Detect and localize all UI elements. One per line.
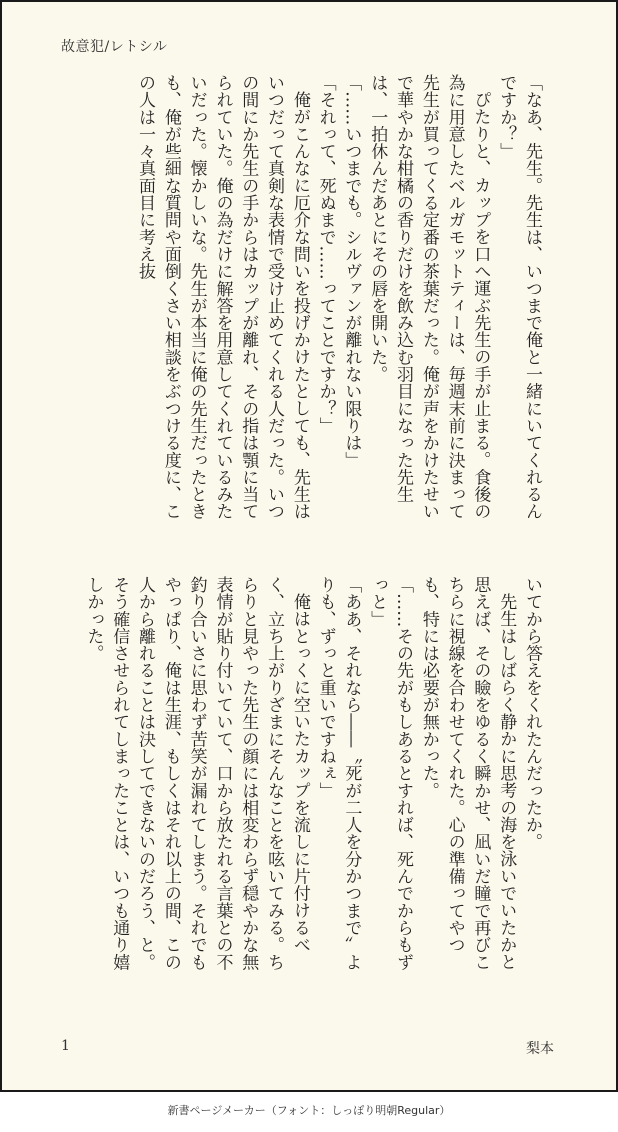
paragraph: 「……いつまでも。シルヴァンが離れない限りは」 — [341, 74, 362, 469]
paragraph: いてから答えをくれたんだったか。 — [522, 576, 542, 851]
text-block-lower — [68, 576, 544, 976]
paragraph: 先生はしばらく静かに思考の海を泳いでいたかと思えば、その瞼をゆるく瞬かせ、凪いだ瞳で再びこちらに視線を合わせてくれた。心の準備ってやつも、特には必要が無かった。 — [418, 576, 517, 971]
generator-footer: 新書ページメーカー（フォント：しっぽり明朝Regular） — [167, 1104, 451, 1117]
page-header-title: 故意犯/レトシル — [61, 39, 168, 55]
paragraph: 俺がこんなに厄介な問いを投げかけたとしても、先生はいつだって真剣な表情で受け止めてくれる人だった。いつの間にか先生の手からはカップが離れ、その指は顎に当てられていた。俺の為だけに解答を用意してくれているみたいだった。懐かしいな。先生が本当に俺の先生だったときも、俺が些細な質問や面倒くさい相談をぶつける度に、この人は一々真面目に考え抜 — [135, 74, 310, 520]
text-block-upper — [68, 74, 544, 532]
paragraph: ぴたりと、カップを口へ運ぶ先生の手が止まる。食後の為に用意したベルガモットティーは、毎週末前に決まって先生が買ってくる定番の茶葉だった。俺が声をかけたせいで華やかな柑橘の香りだけを飲み込む羽目になった先生は、一拍休んだあとにその唇を開いた。 — [367, 74, 491, 520]
paragraph: 「なあ、先生。先生は、いつまで俺と一緒にいてくれるんですか？」 — [496, 74, 542, 520]
page-number: 1 — [61, 1038, 70, 1054]
paragraph: 「それって、死ぬまで……ってことですか？」 — [315, 74, 336, 435]
paragraph: 「ああ、それなら――〝死が二人を分かつまで〟よりも、ずっと重いですねぇ」 — [315, 576, 362, 971]
paragraph: 俺はとっくに空いたカップを流しに片付けるべく、立ち上がりざまにそんなことを呟いてみる。ちらりと見やった先生の顔には相変わらず穏やかな無表情が貼り付いていて、口から放たれる言葉との不釣り合いさに思わず苦笑が漏れてしまう。それでもやっぱり、俺は生涯、もしくはそれ以上の間、この人から離れることは決してできないのだろう、と。そう確信させられてしまったことは、いつも通り嬉しかった。 — [83, 576, 310, 971]
author-name: 梨本 — [526, 1041, 554, 1057]
paragraph: 「……その先がもしあるとすれば、死んでからもずっと」 — [367, 576, 414, 971]
